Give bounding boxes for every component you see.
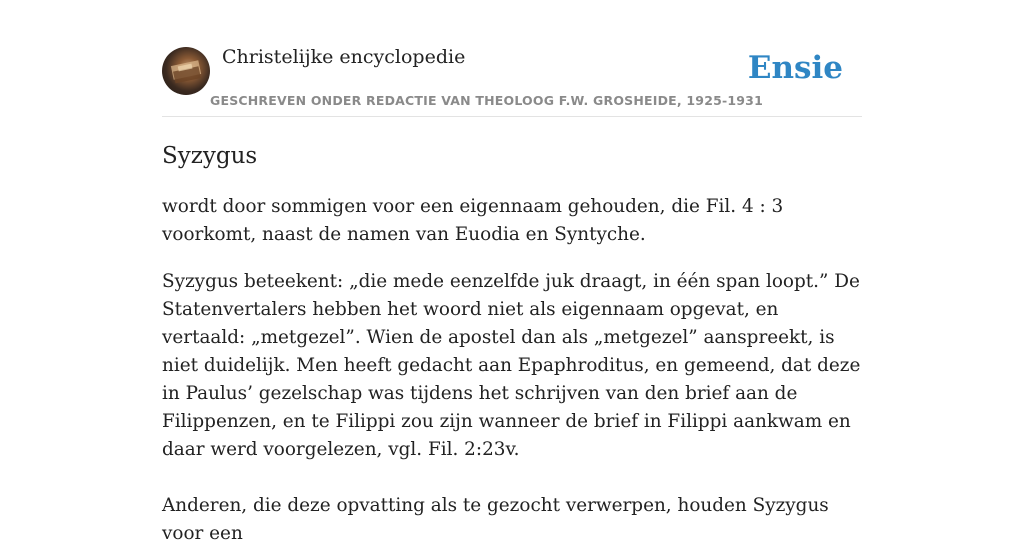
- site-title[interactable]: Christelijke encyclopedie: [222, 46, 466, 68]
- article-paragraph: Syzygus beteekent: „die mede eenzelfde juk draagt, in één span loopt.” De Statenvertalers hebben het woord niet als eigennaam opgevat, en vertaald: „metgezel”. Wien de apostel dan als „metgezel” aanspreekt, is niet duidelijk. Men heeft gedacht aan Epaphroditus, en gemeend, dat deze in Paulus’ gezelschap was tijdens het schrijven van den brief aan de Filippenzen, en te Filippi zou zijn wanneer de brief in Filippi aankwam en daar werd voorgelezen, vgl. Fil. 2:23v.: [162, 271, 861, 460]
- article-paragraph: Anderen, die deze opvatting als te gezocht verwerpen, houden Syzygus voor een: [162, 495, 829, 544]
- article-title: Syzygus: [162, 143, 258, 169]
- page: [162, 0, 862, 548]
- ensie-logo[interactable]: Ensie: [747, 50, 843, 86]
- article: [162, 141, 862, 548]
- site-header: [162, 0, 862, 117]
- site-subtitle: GESCHREVEN ONDER REDACTIE VAN THEOLOOG F.W. GROSHEIDE, 1925-1931: [210, 93, 763, 108]
- article-paragraph: wordt door sommigen voor een eigennaam gehouden, die Fil. 4 : 3 voorkomt, naast de namen van Euodia en Syntyche.: [162, 196, 784, 245]
- book-photo-icon: [162, 47, 210, 95]
- site-logo-image[interactable]: [162, 47, 210, 95]
